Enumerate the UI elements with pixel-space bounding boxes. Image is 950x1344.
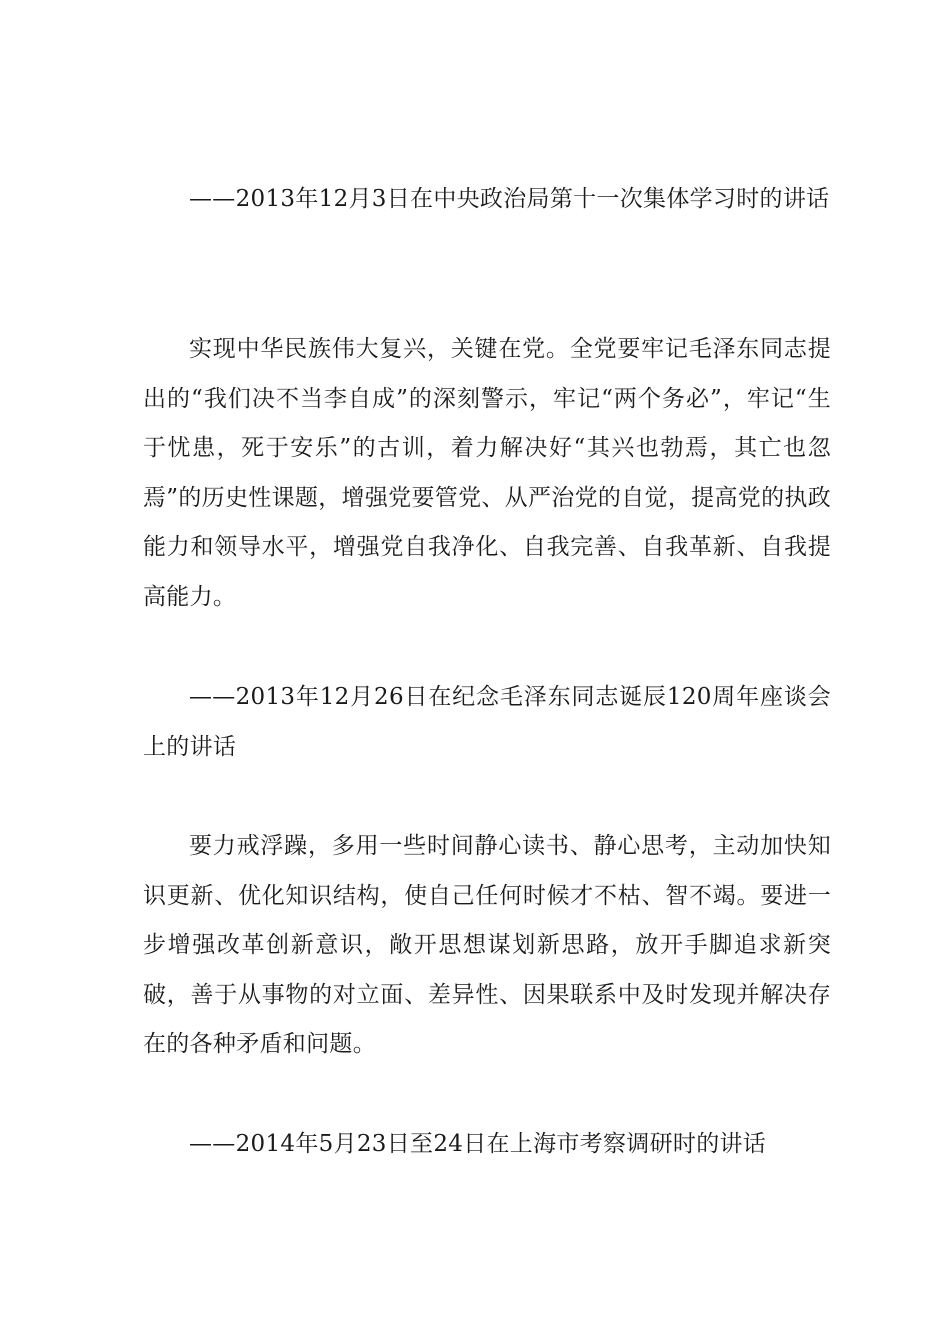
quote-paragraph: 要力戒浮躁，多用一些时间静心读书、静心思考，主动加快知识更新、优化知识结构，使自己任何时候才不枯、智不竭。要进一步增强改革创新意识，敞开思想谋划新思路，放开手脚追求新突破，善于从事物的对立面、差异性、因果联系中及时发现并解决存在的各种矛盾和问题。 xyxy=(143,833,831,1058)
citation-paragraph: ——2013年12月3日在中央政治局第十一次集体学习时的讲话 xyxy=(189,186,830,212)
citation-paragraph: ——2014年5月23日至24日在上海市考察调研时的讲话 xyxy=(189,1131,767,1157)
citation-paragraph: ——2013年12月26日在纪念毛泽东同志诞辰120周年座谈会上的讲话 xyxy=(143,684,831,760)
quote-paragraph: 实现中华民族伟大复兴，关键在党。全党要牢记毛泽东同志提出的“我们决不当李自成”的深刻警示，牢记“两个务必”，牢记“生于忧患，死于安乐”的古训，着力解决好“其兴也勃焉，其亡也忽焉”的历史性课题，增强党要管党、从严治党的自觉，提高党的执政能力和领导水平，增强党自我净化、自我完善、自我革新、自我提高能力。 xyxy=(143,336,831,610)
